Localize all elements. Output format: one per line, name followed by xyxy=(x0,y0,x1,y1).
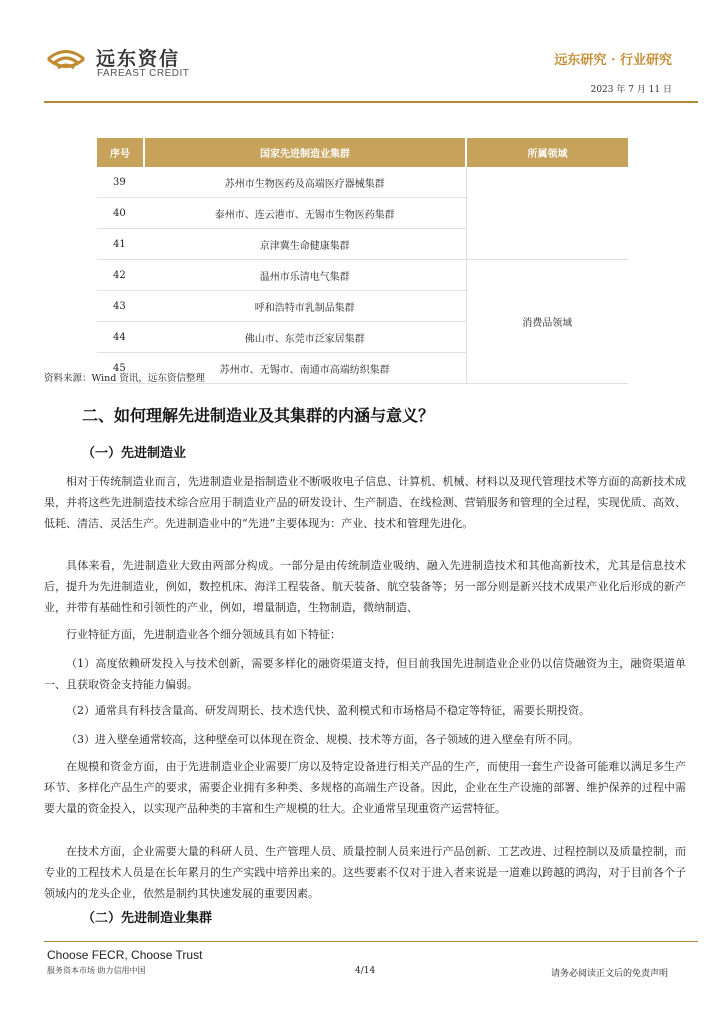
report-date: 2023 年 7 月 11 日 xyxy=(590,85,672,95)
row-cluster: 佛山市、东莞市泛家居集群 xyxy=(144,322,466,353)
row-cluster: 苏州市、无锡市、南通市高端纺织集群 xyxy=(144,353,466,384)
paragraph-composition: 具体来看，先进制造业大致由两部分构成。一部分是由传统制造业吸纳、融入先进制造技术和其他高新技术，尤其是信息技术后，提升为先进制造业，例如，数控机床、海洋工程装备、航天装备、航空装备等；另一部分则是新兴技术成果产业化后形成的新产业，并带有基础性和引领性的产业，例如，增量制造，生物制造，微纳制造、 xyxy=(44,559,686,614)
col-header-field: 所属领域 xyxy=(466,138,628,167)
paragraph-feature-1: （1）高度依赖研发投入与技术创新，需要多样化的融资渠道支持，但目前我国先进制造业企业仍以信贷融资为主，融资渠道单一、且获取资金支持能力偏弱。 xyxy=(44,657,686,691)
fareast-logo-icon xyxy=(44,42,88,76)
row-no: 39 xyxy=(97,167,144,198)
paragraph-scale-capital: 在规模和资金方面，由于先进制造业企业需要厂房以及特定设备进行相关产品的生产，而使用一套生产设备可能难以满足多生产环节、多样化产品生产的要求，需要企业拥有多种类、多规格的高端生产设备。因此，企业在生产设施的部署、维护保养的过程中需要大量的资金投入，以实现产品种类的丰富和生产规模的壮大。企业通常呈现重资产运营特征。 xyxy=(44,760,686,815)
table-source-note: 资料来源：Wind 资讯，远东资信整理 xyxy=(44,373,205,384)
row-cluster: 呼和浩特市乳制品集群 xyxy=(144,291,466,322)
row-cluster: 京津冀生命健康集群 xyxy=(144,229,466,260)
row-no: 45 xyxy=(97,353,144,384)
col-header-no: 序号 xyxy=(97,138,144,167)
footer-disclaimer: 请务必阅读正文后的免责声明 xyxy=(550,969,668,979)
logo-text-en: FAREAST CREDIT xyxy=(97,68,190,79)
header-divider xyxy=(44,101,698,103)
paragraph-definition: 相对于传统制造业而言，先进制造业是指制造业不断吸收电子信息、计算机、机械、材料以及现代管理技术等方面的高新技术成果，并将这些先进制造技术综合应用于制造业产品的研发设计、生产制造、在线检测、营销服务和管理的全过程，实现优质、高效、低耗、清洁、灵活生产。先进制造业中的“先进”主要体现为：产业、技术和管理先进化。 xyxy=(44,475,686,530)
cluster-table xyxy=(97,138,628,384)
row-no: 42 xyxy=(97,260,144,291)
report-category: 远东研究 · 行业研究 xyxy=(554,53,672,68)
table-row xyxy=(97,260,628,291)
section-heading: 二、如何理解先进制造业及其集群的内涵与意义？ xyxy=(82,406,435,425)
paragraph-technology: 在技术方面，企业需要大量的科研人员、生产管理人员、质量控制人员来进行产品创新、工艺改进、过程控制以及质量控制，而专业的工程技术人员是在长年累月的生产实践中培养出来的。这些要素不仅对于进入者来说是一道难以跨越的鸿沟，对于目前各个子领域内的龙头企业，依然是制约其快速发展的重要因素。 xyxy=(44,845,686,900)
paragraph-features-intro: 行业特征方面，先进制造业各个细分领域具有如下特征： xyxy=(66,628,341,641)
footer-slogan: Choose FECR, Choose Trust xyxy=(47,948,203,962)
row-no: 43 xyxy=(97,291,144,322)
subsection-heading-1: （一）先进制造业 xyxy=(82,446,187,461)
row-no: 41 xyxy=(97,229,144,260)
paragraph-feature-3: （3）进入壁垒通常较高，这种壁垒可以体现在资金、规模、技术等方面，各子领域的进入壁垒有所不同。 xyxy=(66,733,579,746)
col-header-cluster: 国家先进制造业集群 xyxy=(144,138,466,167)
page-number: 4/14 xyxy=(355,966,376,976)
row-field-empty xyxy=(466,167,628,260)
logo-text-cn: 远东资信 xyxy=(96,48,181,70)
table-row xyxy=(97,167,628,198)
subsection-heading-2: （二）先进制造业集群 xyxy=(82,911,213,926)
footer-tagline: 服务资本市场 助力信用中国 xyxy=(47,966,146,975)
row-cluster: 泰州市、连云港市、无锡市生物医药集群 xyxy=(144,198,466,229)
row-field: 消费品领域 xyxy=(466,260,628,384)
table-header-row xyxy=(97,138,628,167)
paragraph-feature-2: （2）通常具有科技含量高、研发周期长、技术迭代快、盈利模式和市场格局不稳定等特征，需要长期投资。 xyxy=(66,704,590,717)
row-cluster: 温州市乐清电气集群 xyxy=(144,260,466,291)
row-cluster: 苏州市生物医药及高端医疗器械集群 xyxy=(144,167,466,198)
row-no: 40 xyxy=(97,198,144,229)
row-no: 44 xyxy=(97,322,144,353)
footer-divider xyxy=(44,941,698,942)
